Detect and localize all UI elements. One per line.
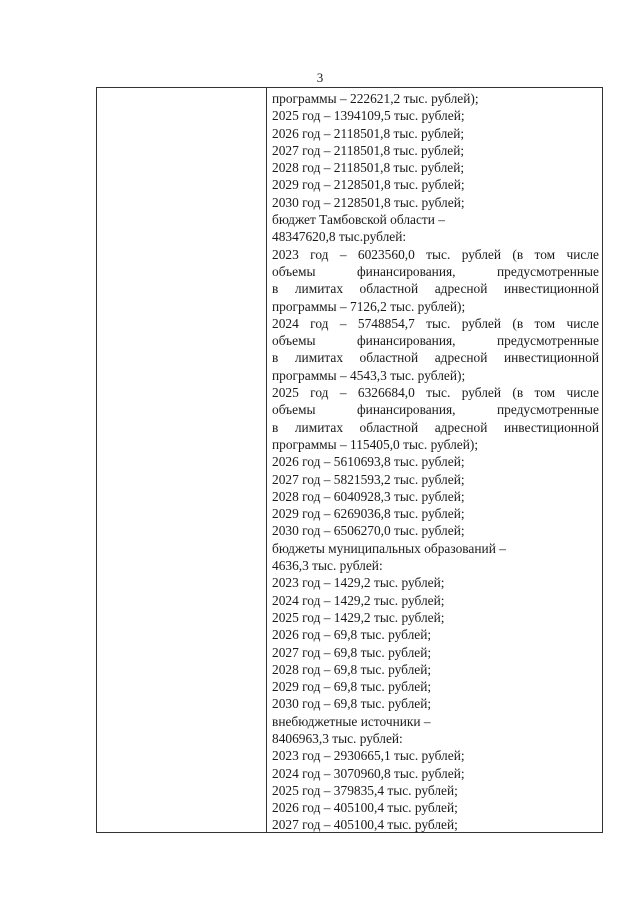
text-line: 2029 год – 69,8 тыс. рублей;: [272, 679, 432, 695]
text-line: 2026 год – 5610693,8 тыс. рублей;: [272, 454, 465, 470]
text-line: 2023 год – 1429,2 тыс. рублей;: [272, 575, 445, 591]
text-line: 8406963,3 тыс. рублей:: [272, 730, 403, 746]
text-line: 2027 год – 405100,4 тыс. рублей;: [272, 817, 458, 833]
text-line: 2026 год – 69,8 тыс. рублей;: [272, 627, 432, 643]
text-line: 2028 год – 6040928,3 тыс. рублей;: [272, 488, 465, 504]
financing-volume-cell: [272, 90, 599, 834]
column-divider: [266, 88, 267, 832]
text-line: 2028 год – 69,8 тыс. рублей;: [272, 661, 432, 677]
text-line: 2029 год – 2128501,8 тыс. рублей;: [272, 177, 465, 193]
text-line: 2023 год – 6023560,0 тыс. рублей (в том числе: [272, 246, 599, 262]
text-line: 2025 год – 1429,2 тыс. рублей;: [272, 609, 445, 625]
text-line: 2030 год – 2128501,8 тыс. рублей;: [272, 194, 465, 210]
text-line: объемы финансирования, предусмотренные: [272, 263, 599, 279]
text-line: 2025 год – 1394109,5 тыс. рублей;: [272, 108, 465, 124]
financing-table: [96, 87, 603, 833]
text-line: программы – 115405,0 тыс. рублей);: [272, 436, 479, 452]
text-line: программы – 4543,3 тыс. рублей);: [272, 367, 466, 383]
text-line: 2025 год – 379835,4 тыс. рублей;: [272, 782, 458, 798]
text-line: в лимитах областной адресной инвестиционной: [272, 350, 599, 366]
text-line: 2027 год – 2118501,8 тыс. рублей;: [272, 142, 465, 158]
text-line: 2024 год – 1429,2 тыс. рублей;: [272, 592, 445, 608]
text-line: бюджет Тамбовской области –: [272, 212, 445, 228]
text-line: 2026 год – 2118501,8 тыс. рублей;: [272, 125, 465, 141]
text-line: 48347620,8 тыс.рублей:: [272, 229, 407, 245]
text-line: объемы финансирования, предусмотренные: [272, 333, 599, 349]
text-line: 2029 год – 6269036,8 тыс. рублей;: [272, 506, 465, 522]
text-line: внебюджетные источники –: [272, 713, 431, 729]
text-line: программы – 7126,2 тыс. рублей);: [272, 298, 466, 314]
text-line: 2026 год – 405100,4 тыс. рублей;: [272, 800, 458, 816]
text-line: в лимитах областной адресной инвестиционной: [272, 281, 599, 297]
text-line: 2027 год – 69,8 тыс. рублей;: [272, 644, 432, 660]
text-line: 2025 год – 6326684,0 тыс. рублей (в том числе: [272, 385, 599, 401]
text-line: 2024 год – 3070960,8 тыс. рублей;: [272, 765, 465, 781]
page-number: 3: [316, 70, 324, 85]
text-line: в лимитах областной адресной инвестиционной: [272, 419, 599, 435]
text-line: бюджеты муниципальных образований –: [272, 540, 506, 556]
text-line: 2030 год – 69,8 тыс. рублей;: [272, 696, 432, 712]
text-line: 2028 год – 2118501,8 тыс. рублей;: [272, 160, 465, 176]
text-line: программы – 222621,2 тыс. рублей);: [272, 91, 479, 106]
text-line: 2024 год – 5748854,7 тыс. рублей (в том числе: [272, 315, 599, 331]
text-line: 2027 год – 5821593,2 тыс. рублей;: [272, 471, 465, 487]
text-line: объемы финансирования, предусмотренные: [272, 402, 599, 418]
text-line: 4636,3 тыс. рублей:: [272, 558, 383, 574]
text-line: 2023 год – 2930665,1 тыс. рублей;: [272, 748, 465, 764]
text-line: 2030 год – 6506270,0 тыс. рублей;: [272, 523, 465, 539]
